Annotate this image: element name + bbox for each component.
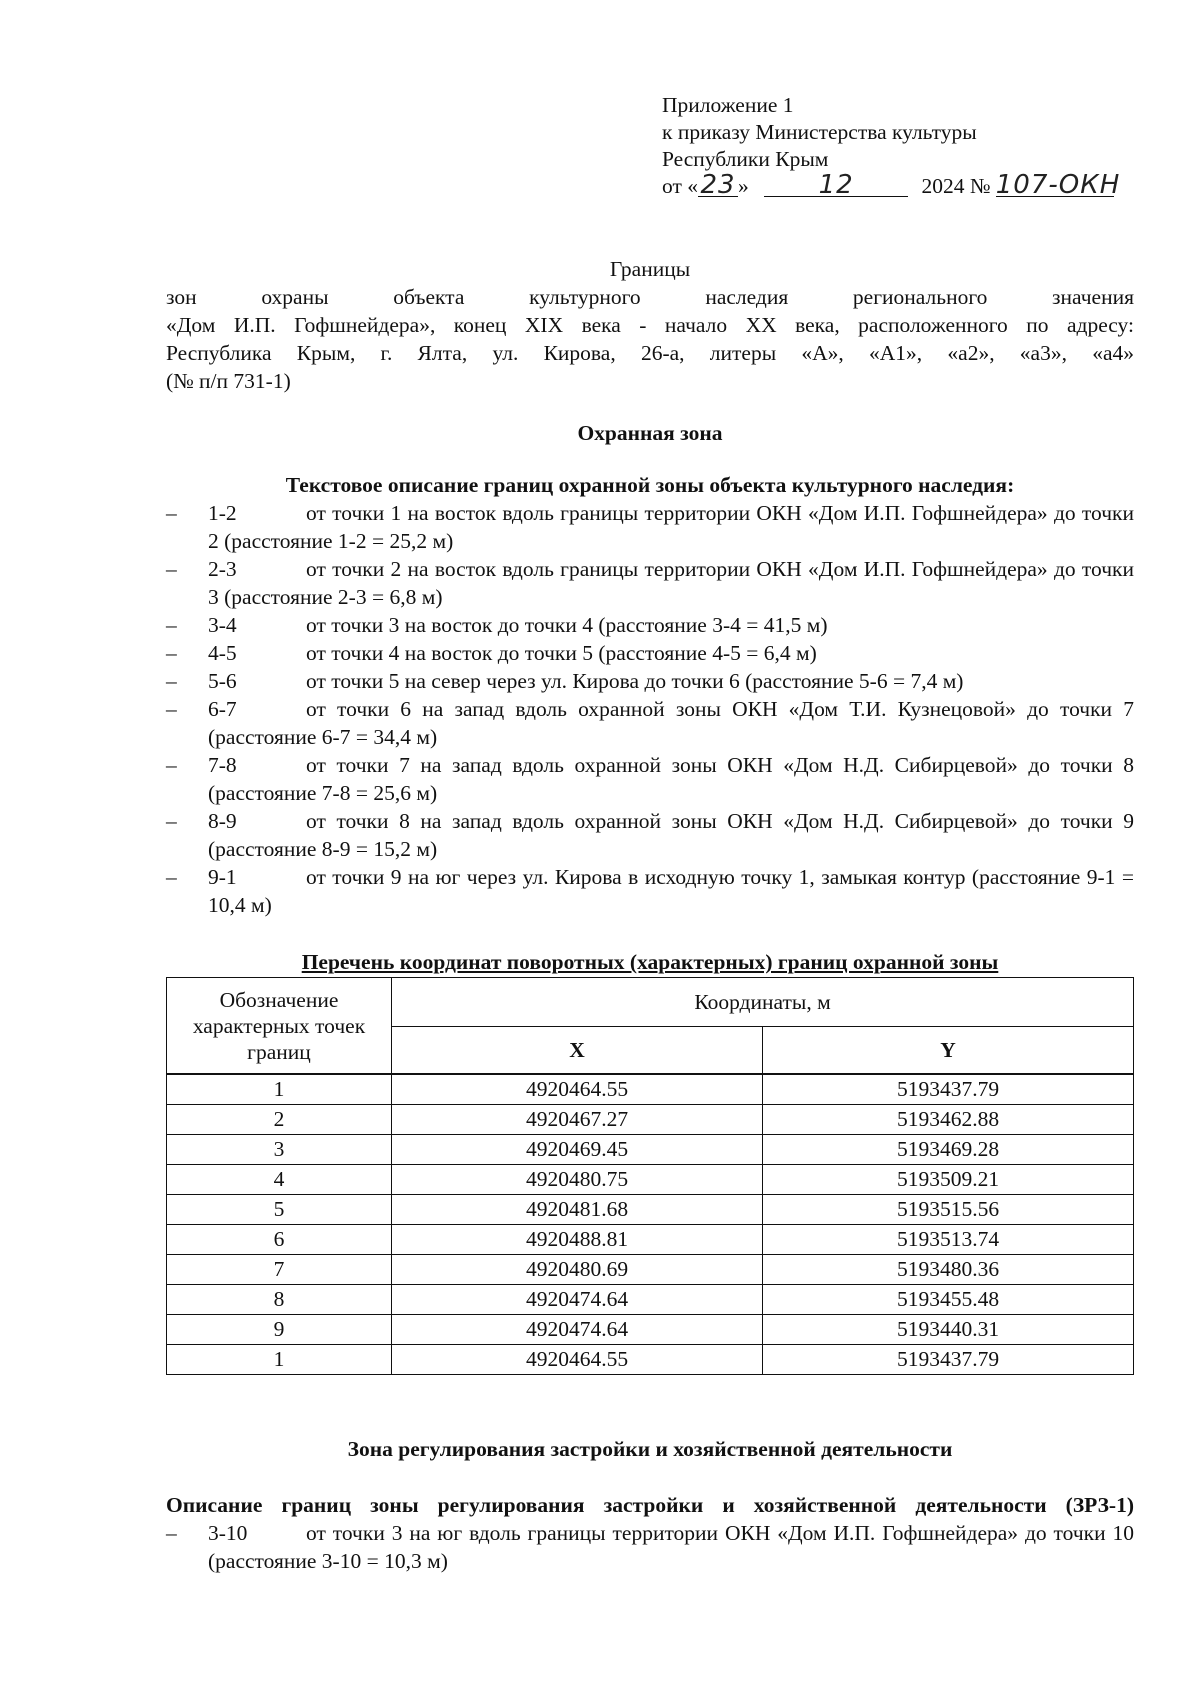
list-item: – 5-6 от точки 5 на север через ул. Кирова до точки 6 (расстояние 5-6 = 7,4 м): [166, 669, 964, 693]
list-item: – 9-1 от точки 9 на юг через ул. Кирова в исходную точку 1, замыкая контур (расстояние 9-1 = 10,4 м): [166, 865, 1134, 917]
header-coordinates: Координаты, м: [392, 978, 1134, 1027]
date-sep: »: [738, 174, 749, 198]
segment-code: 3-4: [208, 613, 237, 637]
protection-zone-title: Охранная зона: [577, 421, 723, 445]
header-x: X: [392, 1027, 763, 1075]
order-number-handwritten: 107-ОКН: [995, 170, 1121, 200]
appendix-republic: Республики Крым: [662, 147, 829, 171]
document-body: [166, 255, 1134, 1575]
regulation-zone-title: Зона регулирования застройки и хозяйственной деятельности: [347, 1437, 953, 1461]
list-item: – 7-8 от точки 7 на запад вдоль охранной зоны ОКН «Дом Н.Д. Сибирцевой» до точки 8 (расстояние 7-8 = 25,6 м): [166, 753, 1134, 805]
table-row: 7 4920480.69 5193480.36: [167, 1255, 1134, 1285]
table-row: 5 4920481.68 5193515.56: [167, 1195, 1134, 1225]
table-row: 1 4920464.55 5193437.79: [167, 1074, 1134, 1105]
coordinates-table: [166, 977, 1134, 1375]
list-item: – 3-10 от точки 3 на юг вдоль границы территории ОКН «Дом И.П. Гофшнейдера» до точки 10 (расстояние 3-10 = 10,3 м): [166, 1521, 1134, 1573]
segment-code: 4-5: [208, 641, 237, 665]
doc-subject-line-4: (№ п/п 731-1): [166, 369, 291, 393]
protection-zone-description-title: Текстовое описание границ охранной зоны объекта культурного наследия:: [285, 473, 1015, 497]
doc-heading: Границы: [609, 257, 691, 281]
doc-subject-line-1: зон охраны объекта культурного наследия регионального значения: [166, 285, 1134, 309]
segment-description: от точки 3 на восток до точки 4 (расстояние 3-4 = 41,5 м): [306, 613, 828, 637]
appendix-header: [662, 92, 1121, 200]
segment-code: 7-8: [208, 753, 237, 777]
list-item: – 2-3 от точки 2 на восток вдоль границы территории ОКН «Дом И.П. Гофшнейдера» до точки 3 (расстояние 2-3 = 6,8 м): [166, 557, 1134, 609]
table-row: 2 4920467.27 5193462.88: [167, 1105, 1134, 1135]
segment-code: 3-10: [208, 1521, 248, 1545]
appendix-title: Приложение 1: [662, 93, 794, 117]
table-row: 4 4920480.75 5193509.21: [167, 1165, 1134, 1195]
segment-code: 5-6: [208, 669, 237, 693]
list-item: – 8-9 от точки 8 на запад вдоль охранной зоны ОКН «Дом Н.Д. Сибирцевой» до точки 9 (расстояние 8-9 = 15,2 м): [166, 809, 1134, 861]
segment-description: от точки 9 на юг через ул. Кирова в исходную точку 1, замыкая контур (расстояние 9-1 = 10,4 м): [208, 865, 1134, 917]
table-row: 3 4920469.45 5193469.28: [167, 1135, 1134, 1165]
date-month-handwritten: 12: [764, 174, 908, 197]
segment-description: от точки 5 на север через ул. Кирова до точки 6 (расстояние 5-6 = 7,4 м): [306, 669, 964, 693]
appendix-order-ref: к приказу Министерства культуры: [662, 120, 977, 144]
header-y: Y: [763, 1027, 1134, 1075]
date-year: 2024 №: [921, 174, 991, 198]
segment-code: 1-2: [208, 501, 237, 525]
segment-description: от точки 2 на восток вдоль границы территории ОКН «Дом И.П. Гофшнейдера» до точки 3 (расстояние 2-3 = 6,8 м): [208, 557, 1134, 609]
coordinates-table-title: Перечень координат поворотных (характерных) границ охранной зоны: [301, 950, 999, 974]
regulation-zone-description-title: Описание границ зоны регулирования застройки и хозяйственной деятельности (ЗРЗ-1): [166, 1493, 1134, 1517]
doc-subject-line-3: Республика Крым, г. Ялта, ул. Кирова, 26-а, литеры «А», «А1», «а2», «а3», «а4»: [166, 341, 1134, 365]
table-row: 6 4920488.81 5193513.74: [167, 1225, 1134, 1255]
protection-zone-list: [166, 499, 1134, 919]
list-item: – 4-5 от точки 4 на восток до точки 5 (расстояние 4-5 = 6,4 м): [166, 641, 817, 665]
segment-code: 2-3: [208, 557, 237, 581]
table-row: 1 4920464.55 5193437.79: [167, 1345, 1134, 1375]
table-row: 9 4920474.64 5193440.31: [167, 1315, 1134, 1345]
segment-description: от точки 3 на юг вдоль границы территории ОКН «Дом И.П. Гофшнейдера» до точки 10 (расстояние 3-10 = 10,3 м): [208, 1521, 1134, 1573]
segment-description: от точки 8 на запад вдоль охранной зоны ОКН «Дом Н.Д. Сибирцевой» до точки 9 (расстояние 8-9 = 15,2 м): [208, 809, 1134, 861]
regulation-zone-list: [166, 1519, 1134, 1575]
segment-description: от точки 7 на запад вдоль охранной зоны ОКН «Дом Н.Д. Сибирцевой» до точки 8 (расстояние 7-8 = 25,6 м): [208, 753, 1134, 805]
date-day-handwritten: 23: [698, 174, 738, 197]
segment-description: от точки 6 на запад вдоль охранной зоны ОКН «Дом Т.И. Кузнецовой» до точки 7 (расстояние 6-7 = 34,4 м): [208, 697, 1134, 749]
doc-subject-line-2: «Дом И.П. Гофшнейдера», конец XIX века - начало XX века, расположенного по адресу:: [166, 313, 1134, 337]
segment-code: 8-9: [208, 809, 237, 833]
list-item: – 6-7 от точки 6 на запад вдоль охранной зоны ОКН «Дом Т.И. Кузнецовой» до точки 7 (расстояние 6-7 = 34,4 м): [166, 697, 1134, 749]
header-point-designation: Обозначение характерных точек границ: [167, 978, 392, 1075]
segment-description: от точки 4 на восток до точки 5 (расстояние 4-5 = 6,4 м): [306, 641, 817, 665]
segment-code: 6-7: [208, 697, 237, 721]
segment-description: от точки 1 на восток вдоль границы территории ОКН «Дом И.П. Гофшнейдера» до точки 2 (расстояние 1-2 = 25,2 м): [208, 501, 1134, 553]
date-prefix: от «: [662, 174, 698, 198]
list-item: – 3-4 от точки 3 на восток до точки 4 (расстояние 3-4 = 41,5 м): [166, 613, 828, 637]
segment-code: 9-1: [208, 865, 237, 889]
appendix-date-line: [662, 170, 1121, 200]
list-item: – 1-2 от точки 1 на восток вдоль границы территории ОКН «Дом И.П. Гофшнейдера» до точки 2 (расстояние 1-2 = 25,2 м): [166, 501, 1134, 553]
table-row: 8 4920474.64 5193455.48: [167, 1285, 1134, 1315]
